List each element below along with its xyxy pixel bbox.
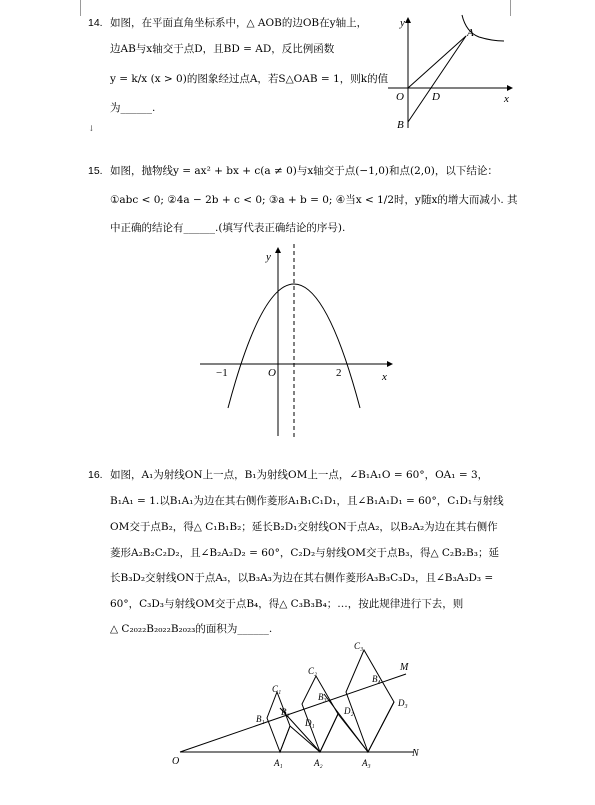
q16-rhombus-1-path xyxy=(267,692,290,752)
q16-line-6: 60°，C₃D₃与射线OM交于点B₄，得△ C₃B₃B₄；…，按此规律进行下去，则 xyxy=(110,598,464,610)
q16-label-o: O xyxy=(172,756,180,767)
q16-line-7: △ C₂₀₂₂B₂₀₂₂B₂₀₂₃的面积为______. xyxy=(110,623,273,635)
q14-line-3: y = k/x (x > 0)的图象经过点A，若S△OAB = 1，则k的值 xyxy=(110,73,389,85)
q16-rhombus-1-base xyxy=(280,726,290,752)
q16-label-c2: C₂ xyxy=(308,666,318,676)
paragraph-mark: ↓ xyxy=(88,124,95,133)
q14-label-a: A xyxy=(467,27,474,39)
q15-line-3: 中正确的结论有______.(填写代表正确结论的序号). xyxy=(110,222,346,234)
q14-label-y: y xyxy=(400,17,405,29)
q14-label-b: B xyxy=(397,119,404,131)
q16-line-3: OM交于点B₂，得△ C₁B₁B₂；延长B₂D₁交射线ON于点A₂，以B₂A₂为边在其右侧作 xyxy=(110,521,498,533)
q16-label-m: M xyxy=(400,662,409,673)
q16-label-n: N xyxy=(412,748,419,759)
q15-figure xyxy=(196,240,396,440)
q16-line-2: B₁A₁ = 1.以B₁A₁为边在其右侧作菱形A₁B₁C₁D₁，且∠B₁A₁D₁ = 60°，C₁D₁与射线 xyxy=(110,495,504,507)
q15-label-x: x xyxy=(382,371,387,383)
q16-label-a2: A₂ xyxy=(314,758,323,768)
q14-segment-oa xyxy=(408,36,466,88)
q14-label-x: x xyxy=(504,93,509,105)
q14-line-4: 为______. xyxy=(110,102,156,114)
q16-label-b3: B₃ xyxy=(318,692,327,702)
q15-label-minus1: −1 xyxy=(216,367,228,379)
q15-label-o: O xyxy=(268,367,276,379)
q14-line-2: 边AB与x轴交于点D，且BD = AD，反比例函数 xyxy=(110,43,335,55)
q15-number: 15. xyxy=(88,165,103,177)
q15-line-2: ①abc < 0; ②4a − 2b + c < 0; ③a + b = 0; ④当x < 1/2时，y随x的增大而减小. 其 xyxy=(110,194,518,206)
q16-label-a1: A₁ xyxy=(274,758,283,768)
q16-line-5: 长B₃D₂交射线ON于点A₃，以B₃A₃为边在其右侧作菱形A₃B₃C₃D₃，且∠B₃A₃D₃ = xyxy=(110,572,494,584)
q16-rhombus-3-base xyxy=(368,702,394,752)
q16-line-4: 菱形A₂B₂C₂D₂，且∠B₂A₂D₂ = 60°，C₂D₂与射线OM交于点B₃，得△ C₂B₂B₃；延 xyxy=(110,547,499,559)
q16-label-c3: C₃ xyxy=(354,641,364,651)
q16-line-1: 如图，A₁为射线ON上一点，B₁为射线OM上一点，∠B₁A₁O = 60°，OA₁ = 3， xyxy=(110,469,489,481)
q15-label-two: 2 xyxy=(336,367,342,379)
q16-label-b4: B₄ xyxy=(372,674,381,684)
q16-line-b3-a3 xyxy=(324,694,368,752)
q16-rhombus-3 xyxy=(346,650,394,752)
q16-ray-om xyxy=(180,674,406,752)
q16-label-a3: A₃ xyxy=(362,758,371,768)
q15-label-y: y xyxy=(266,251,271,263)
q15-line-1: 如图，抛物线y = ax² + bx + c(a ≠ 0)与x轴交于点(−1,0)和点(2,0)，以下结论： xyxy=(110,165,498,177)
q16-rhombus-2-base xyxy=(320,714,338,752)
q14-number: 14. xyxy=(88,17,103,29)
q14-label-d: D xyxy=(432,91,440,103)
q16-label-c1: C₁ xyxy=(272,684,282,694)
crop-mark-top-left xyxy=(62,0,81,16)
q14-segment-ab xyxy=(408,36,466,122)
q14-figure xyxy=(380,10,520,140)
q16-label-b1: B₁ xyxy=(256,714,265,724)
q16-label-d2: D₂ xyxy=(344,706,354,716)
q16-label-b2: B₂ xyxy=(281,707,290,717)
q16-number: 16. xyxy=(88,469,103,481)
q14-label-o: O xyxy=(396,91,404,103)
q14-line-1: 如图，在平面直角坐标系中，△ AOB的边OB在y轴上， xyxy=(110,17,368,29)
q16-figure xyxy=(168,636,438,776)
q16-label-d3: D₃ xyxy=(398,698,408,708)
q16-label-d1: D₁ xyxy=(305,718,315,728)
